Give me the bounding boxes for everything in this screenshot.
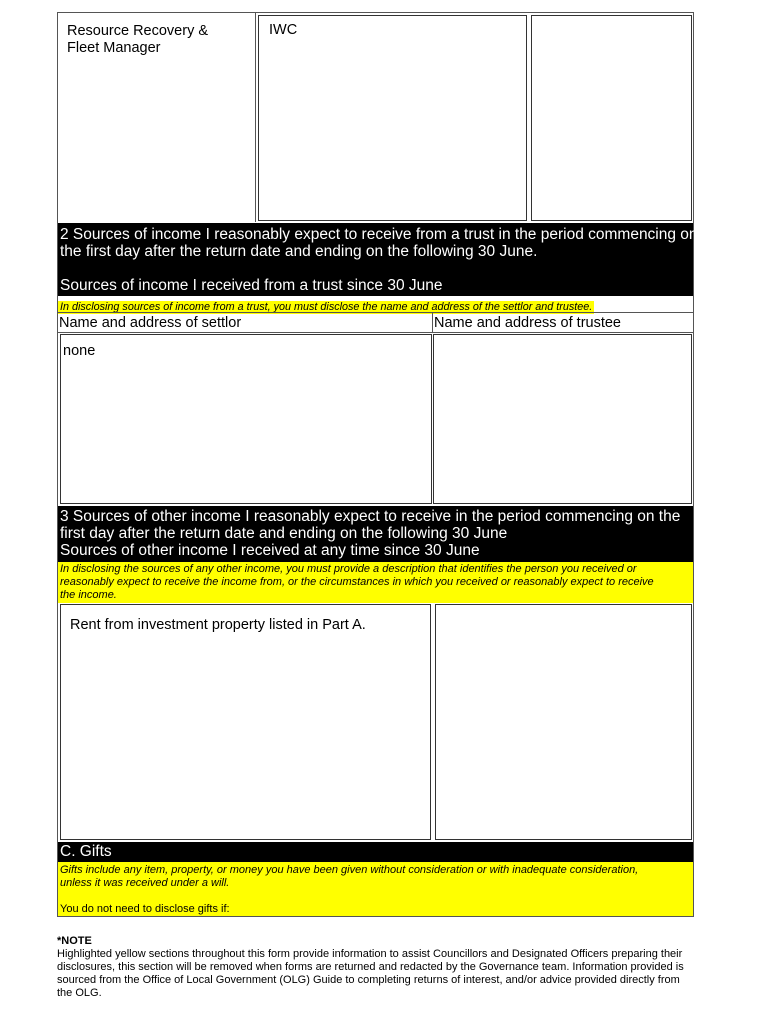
footer-note: [57, 935, 737, 1000]
settlor-column-label: Name and address of settlor: [59, 315, 242, 331]
section-2-heading: [58, 223, 698, 296]
section-2-heading-line3: Sources of income I received from a trust since 30 June: [60, 277, 443, 294]
footer-note-line2: disclosures, this section will be removed when forms are returned and redacted by the Governance team. Information provided is: [57, 961, 684, 973]
column-divider: [432, 313, 433, 333]
other-income-detail-field[interactable]: [435, 604, 692, 840]
section-3-guidance-line3: the income.: [60, 589, 117, 601]
settlor-field[interactable]: [60, 334, 432, 504]
section-3-guidance-line1: In disclosing the sources of any other income, you must provide a description that identifies the person you received or: [60, 563, 637, 575]
other-income-text: Rent from investment property listed in Part A.: [70, 617, 366, 633]
gifts-heading-text: C. Gifts: [60, 843, 112, 860]
footer-note-line1: Highlighted yellow sections throughout this form provide information to assist Councillors and Designated Officers preparing their: [57, 948, 683, 960]
settlor-text: none: [63, 343, 96, 359]
entity-field[interactable]: [258, 15, 527, 221]
gifts-guidance: [58, 862, 693, 916]
section-3-guidance-line2: reasonably expect to receive the income from, or the circumstances in which you received or reasonably expect to receive: [60, 576, 654, 588]
footer-note-title: *NOTE: [57, 935, 92, 947]
extra-field[interactable]: [531, 15, 692, 221]
role-text: Resource Recovery & Fleet Manager: [67, 23, 209, 56]
other-income-field[interactable]: [60, 604, 431, 840]
role-cell: [58, 13, 256, 222]
section-3-heading-line1: 3 Sources of other income I reasonably expect to receive in the period commencing on the: [60, 508, 681, 525]
footer-note-line3: sourced from the Office of Local Government (OLG) Guide to completing returns of interest, and/or advice provided directly from: [57, 974, 680, 986]
section-2-heading-line2: the first day after the return date and ending on the following 30 June.: [60, 243, 538, 260]
gifts-guidance-line2: unless it was received under a will.: [60, 877, 230, 889]
section-2-heading-line1: 2 Sources of income I reasonably expect to receive from a trust in the period commencing on: [60, 226, 698, 243]
gifts-guidance-line1: Gifts include any item, property, or money you have been given without consideration or with inadequate consideration,: [60, 864, 639, 876]
section-3-heading-line3: Sources of other income I received at any time since 30 June: [60, 542, 480, 559]
footer-note-line4: the OLG.: [57, 987, 102, 999]
gifts-guidance-line3: You do not need to disclose gifts if:: [60, 903, 230, 915]
section-3-heading: [58, 506, 693, 562]
section-2-guidance-row: [58, 297, 693, 312]
entity-text: IWC: [269, 22, 298, 38]
column-label-row: [58, 312, 693, 333]
section-2-guidance: In disclosing sources of income from a trust, you must disclose the name and address of the settlor and trustee.: [60, 301, 593, 313]
gifts-heading: [58, 842, 693, 862]
section-3-heading-line2: first day after the return date and ending on the following 30 June: [60, 525, 508, 542]
section-3-guidance: [58, 562, 693, 603]
trustee-column-label: Name and address of trustee: [434, 315, 621, 331]
trustee-field[interactable]: [433, 334, 692, 504]
